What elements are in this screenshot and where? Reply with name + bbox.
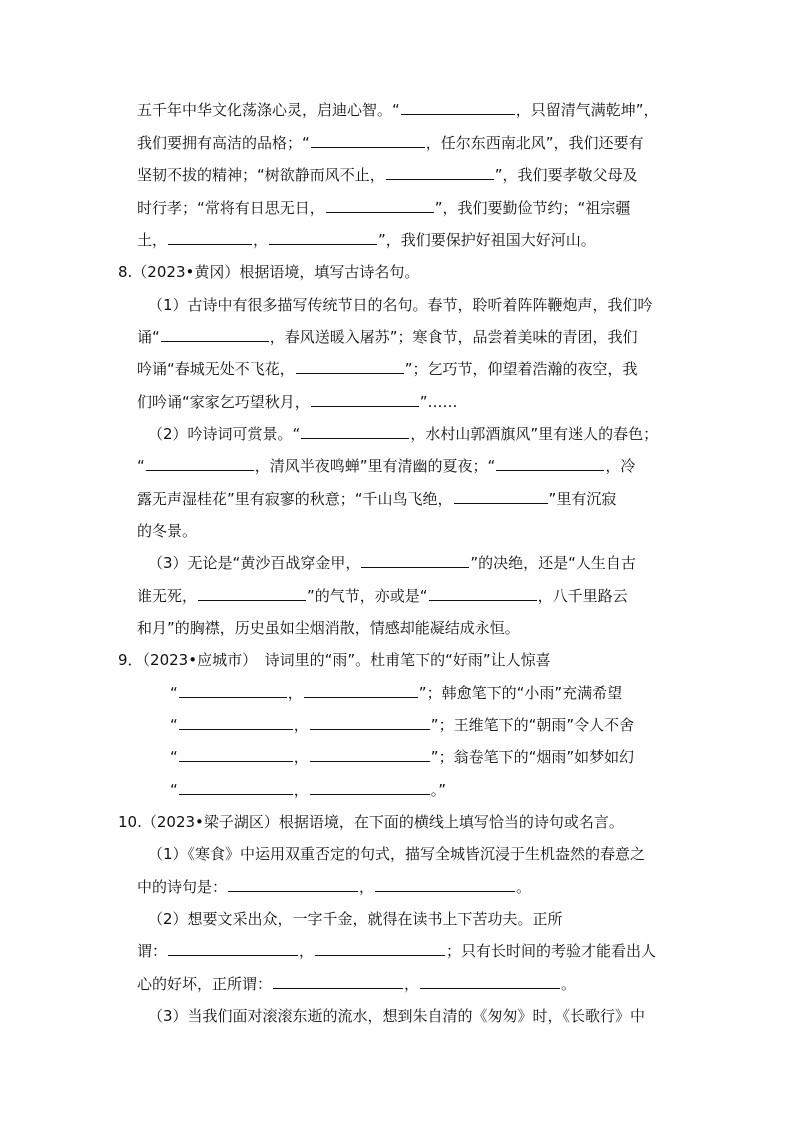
text: ， bbox=[404, 975, 420, 993]
text: ”，我们要保护好祖国大好河山。 bbox=[378, 231, 596, 249]
fill-blank[interactable] bbox=[304, 681, 418, 698]
fill-blank[interactable] bbox=[401, 98, 515, 115]
text: （3）当我们面对滚滚东逝的流水，想到朱自清的《匆匆》时，《长歌行》中 bbox=[148, 1007, 646, 1025]
text: ， bbox=[253, 231, 269, 249]
text-line bbox=[137, 98, 659, 122]
text: 吟诵“春城无处不飞花， bbox=[137, 360, 295, 378]
question-8-title bbox=[118, 260, 419, 284]
text: ；只有长时间的考验才能看出人 bbox=[446, 942, 657, 960]
fill-blank[interactable] bbox=[310, 745, 430, 762]
text-line bbox=[137, 939, 656, 963]
text: （1）《寒食》中运用双重否定的句式，描写全城皆沉浸于生机盎然的春意之 bbox=[148, 845, 646, 863]
fill-blank[interactable] bbox=[361, 551, 469, 568]
text: ，冷 bbox=[605, 457, 636, 475]
text: ， bbox=[293, 748, 309, 766]
text-line bbox=[170, 745, 634, 769]
text: “ bbox=[137, 457, 145, 475]
text-line bbox=[137, 519, 197, 543]
question-9-title bbox=[118, 648, 551, 672]
text: 。” bbox=[430, 781, 447, 799]
text: 坚韧不拔的精神；“树欲静而风不止， bbox=[137, 166, 385, 184]
text: 心的好坏，正所谓： bbox=[137, 975, 273, 993]
text: ”，我们要孝敬父母及 bbox=[494, 166, 638, 184]
text: 10.（2023•梁子湖区）根据语境，在下面的横线上填写恰当的诗句或名言。 bbox=[118, 813, 624, 831]
text: ，春风送暖入屠苏”；寒食节，品尝着美味的青团，我们 bbox=[269, 328, 638, 346]
text-line bbox=[137, 487, 616, 511]
fill-blank[interactable] bbox=[326, 196, 434, 213]
text: 我们要拥有高洁的品格；“ bbox=[137, 134, 310, 152]
text: 9．（2023•应城市） 诗词里的“雨”。杜甫笔下的“好雨”让人惊喜 bbox=[118, 651, 551, 669]
text-line bbox=[148, 551, 636, 575]
text-line bbox=[137, 357, 638, 381]
fill-blank[interactable] bbox=[496, 454, 604, 471]
text: 土， bbox=[137, 231, 168, 249]
text-line bbox=[148, 293, 653, 317]
text: 谁无死， bbox=[137, 587, 198, 605]
fill-blank[interactable] bbox=[179, 745, 293, 762]
text-line bbox=[148, 1004, 645, 1028]
text: 的冬景。 bbox=[137, 522, 198, 540]
fill-blank[interactable] bbox=[228, 875, 358, 892]
fill-blank[interactable] bbox=[273, 972, 403, 989]
text: ”；翁卷笔下的“烟雨”如梦如幻 bbox=[430, 748, 635, 766]
text-line bbox=[137, 616, 520, 640]
fill-blank[interactable] bbox=[311, 131, 425, 148]
text-line bbox=[170, 713, 634, 737]
text: ”…… bbox=[419, 393, 458, 411]
text-line bbox=[137, 454, 635, 478]
text: （1）古诗中有很多描写传统节日的名句。春节，聆听着阵阵鞭炮声，我们吟 bbox=[148, 296, 653, 314]
text: ”，我们要勤俭节约；“祖宗疆 bbox=[434, 199, 631, 217]
text: ， bbox=[293, 781, 309, 799]
text: 和月”的胸襟，历史虽如尘烟消散，情感却能凝结成永恒。 bbox=[137, 619, 520, 637]
text: 谓： bbox=[137, 942, 168, 960]
text: “ bbox=[170, 748, 178, 766]
fill-blank[interactable] bbox=[269, 228, 377, 245]
text-line bbox=[148, 907, 563, 931]
text: ”的决绝，还是“人生自古 bbox=[470, 554, 636, 572]
fill-blank[interactable] bbox=[168, 939, 298, 956]
text: ， bbox=[299, 942, 315, 960]
question-10-title bbox=[118, 810, 624, 834]
fill-blank[interactable] bbox=[146, 454, 254, 471]
fill-blank[interactable] bbox=[296, 357, 404, 374]
text: （2）想要文采出众，一字千金，就得在读书上下苦功夫。正所 bbox=[148, 910, 563, 928]
text-line bbox=[170, 681, 622, 705]
text: 中的诗句是： bbox=[137, 878, 228, 896]
text: ， bbox=[287, 684, 303, 702]
fill-blank[interactable] bbox=[179, 713, 293, 730]
text-line bbox=[137, 972, 576, 996]
text-line bbox=[148, 422, 658, 446]
text: ，清风半夜鸣蝉”里有清幽的夏夜；“ bbox=[254, 457, 496, 475]
text: ，水村山郭酒旗风”里有迷人的春色； bbox=[410, 425, 659, 443]
fill-blank[interactable] bbox=[179, 778, 293, 795]
text: 五千年中华文化荡涤心灵，启迪心智。“ bbox=[137, 101, 400, 119]
text: 。 bbox=[561, 975, 577, 993]
fill-blank[interactable] bbox=[315, 939, 445, 956]
text-line bbox=[137, 196, 630, 220]
fill-blank[interactable] bbox=[429, 584, 537, 601]
text: “ bbox=[170, 781, 178, 799]
text-line bbox=[137, 228, 596, 252]
fill-blank[interactable] bbox=[161, 325, 269, 342]
text-line bbox=[170, 778, 446, 802]
text-line bbox=[137, 390, 458, 414]
text: ”里有沉寂 bbox=[548, 490, 617, 508]
text: ”；王维笔下的“朝雨”令人不舍 bbox=[430, 716, 635, 734]
text: ”；乞巧节，仰望着浩瀚的夜空，我 bbox=[404, 360, 638, 378]
fill-blank[interactable] bbox=[310, 713, 430, 730]
text: 8.（2023•黄冈）根据语境，填写古诗名句。 bbox=[118, 263, 420, 281]
text: （3）无论是“黄沙百战穿金甲， bbox=[148, 554, 361, 572]
fill-blank[interactable] bbox=[454, 487, 548, 504]
text: ，八千里路云 bbox=[537, 587, 628, 605]
fill-blank[interactable] bbox=[420, 972, 560, 989]
fill-blank[interactable] bbox=[198, 584, 306, 601]
text: ， bbox=[293, 716, 309, 734]
text: 。 bbox=[516, 878, 532, 896]
text: “ bbox=[170, 684, 178, 702]
text: ”的气节，亦或是“ bbox=[307, 587, 428, 605]
text: 诵“ bbox=[137, 328, 160, 346]
fill-blank[interactable] bbox=[179, 681, 287, 698]
fill-blank[interactable] bbox=[386, 163, 494, 180]
text-line bbox=[137, 163, 638, 187]
text-line bbox=[137, 875, 531, 899]
text: 露无声湿桂花”里有寂寥的秋意；“千山鸟飞绝， bbox=[137, 490, 453, 508]
text-line bbox=[148, 842, 645, 866]
text-line bbox=[137, 131, 644, 155]
text: “ bbox=[170, 716, 178, 734]
fill-blank[interactable] bbox=[168, 228, 252, 245]
text: ， bbox=[359, 878, 375, 896]
text: 们吟诵“家家乞巧望秋月， bbox=[137, 393, 310, 411]
fill-blank[interactable] bbox=[375, 875, 515, 892]
text: ”；韩愈笔下的“小雨”充满希望 bbox=[418, 684, 623, 702]
fill-blank[interactable] bbox=[301, 422, 409, 439]
text: 时行孝；“常将有日思无日， bbox=[137, 199, 325, 217]
text: （2）吟诗词可赏景。“ bbox=[148, 425, 301, 443]
text-line bbox=[137, 325, 638, 349]
text-line bbox=[137, 584, 628, 608]
text: ，任尔东西南北风”，我们还要有 bbox=[425, 134, 644, 152]
fill-blank[interactable] bbox=[311, 390, 419, 407]
fill-blank[interactable] bbox=[310, 778, 430, 795]
text: ，只留清气满乾坤”， bbox=[515, 101, 659, 119]
